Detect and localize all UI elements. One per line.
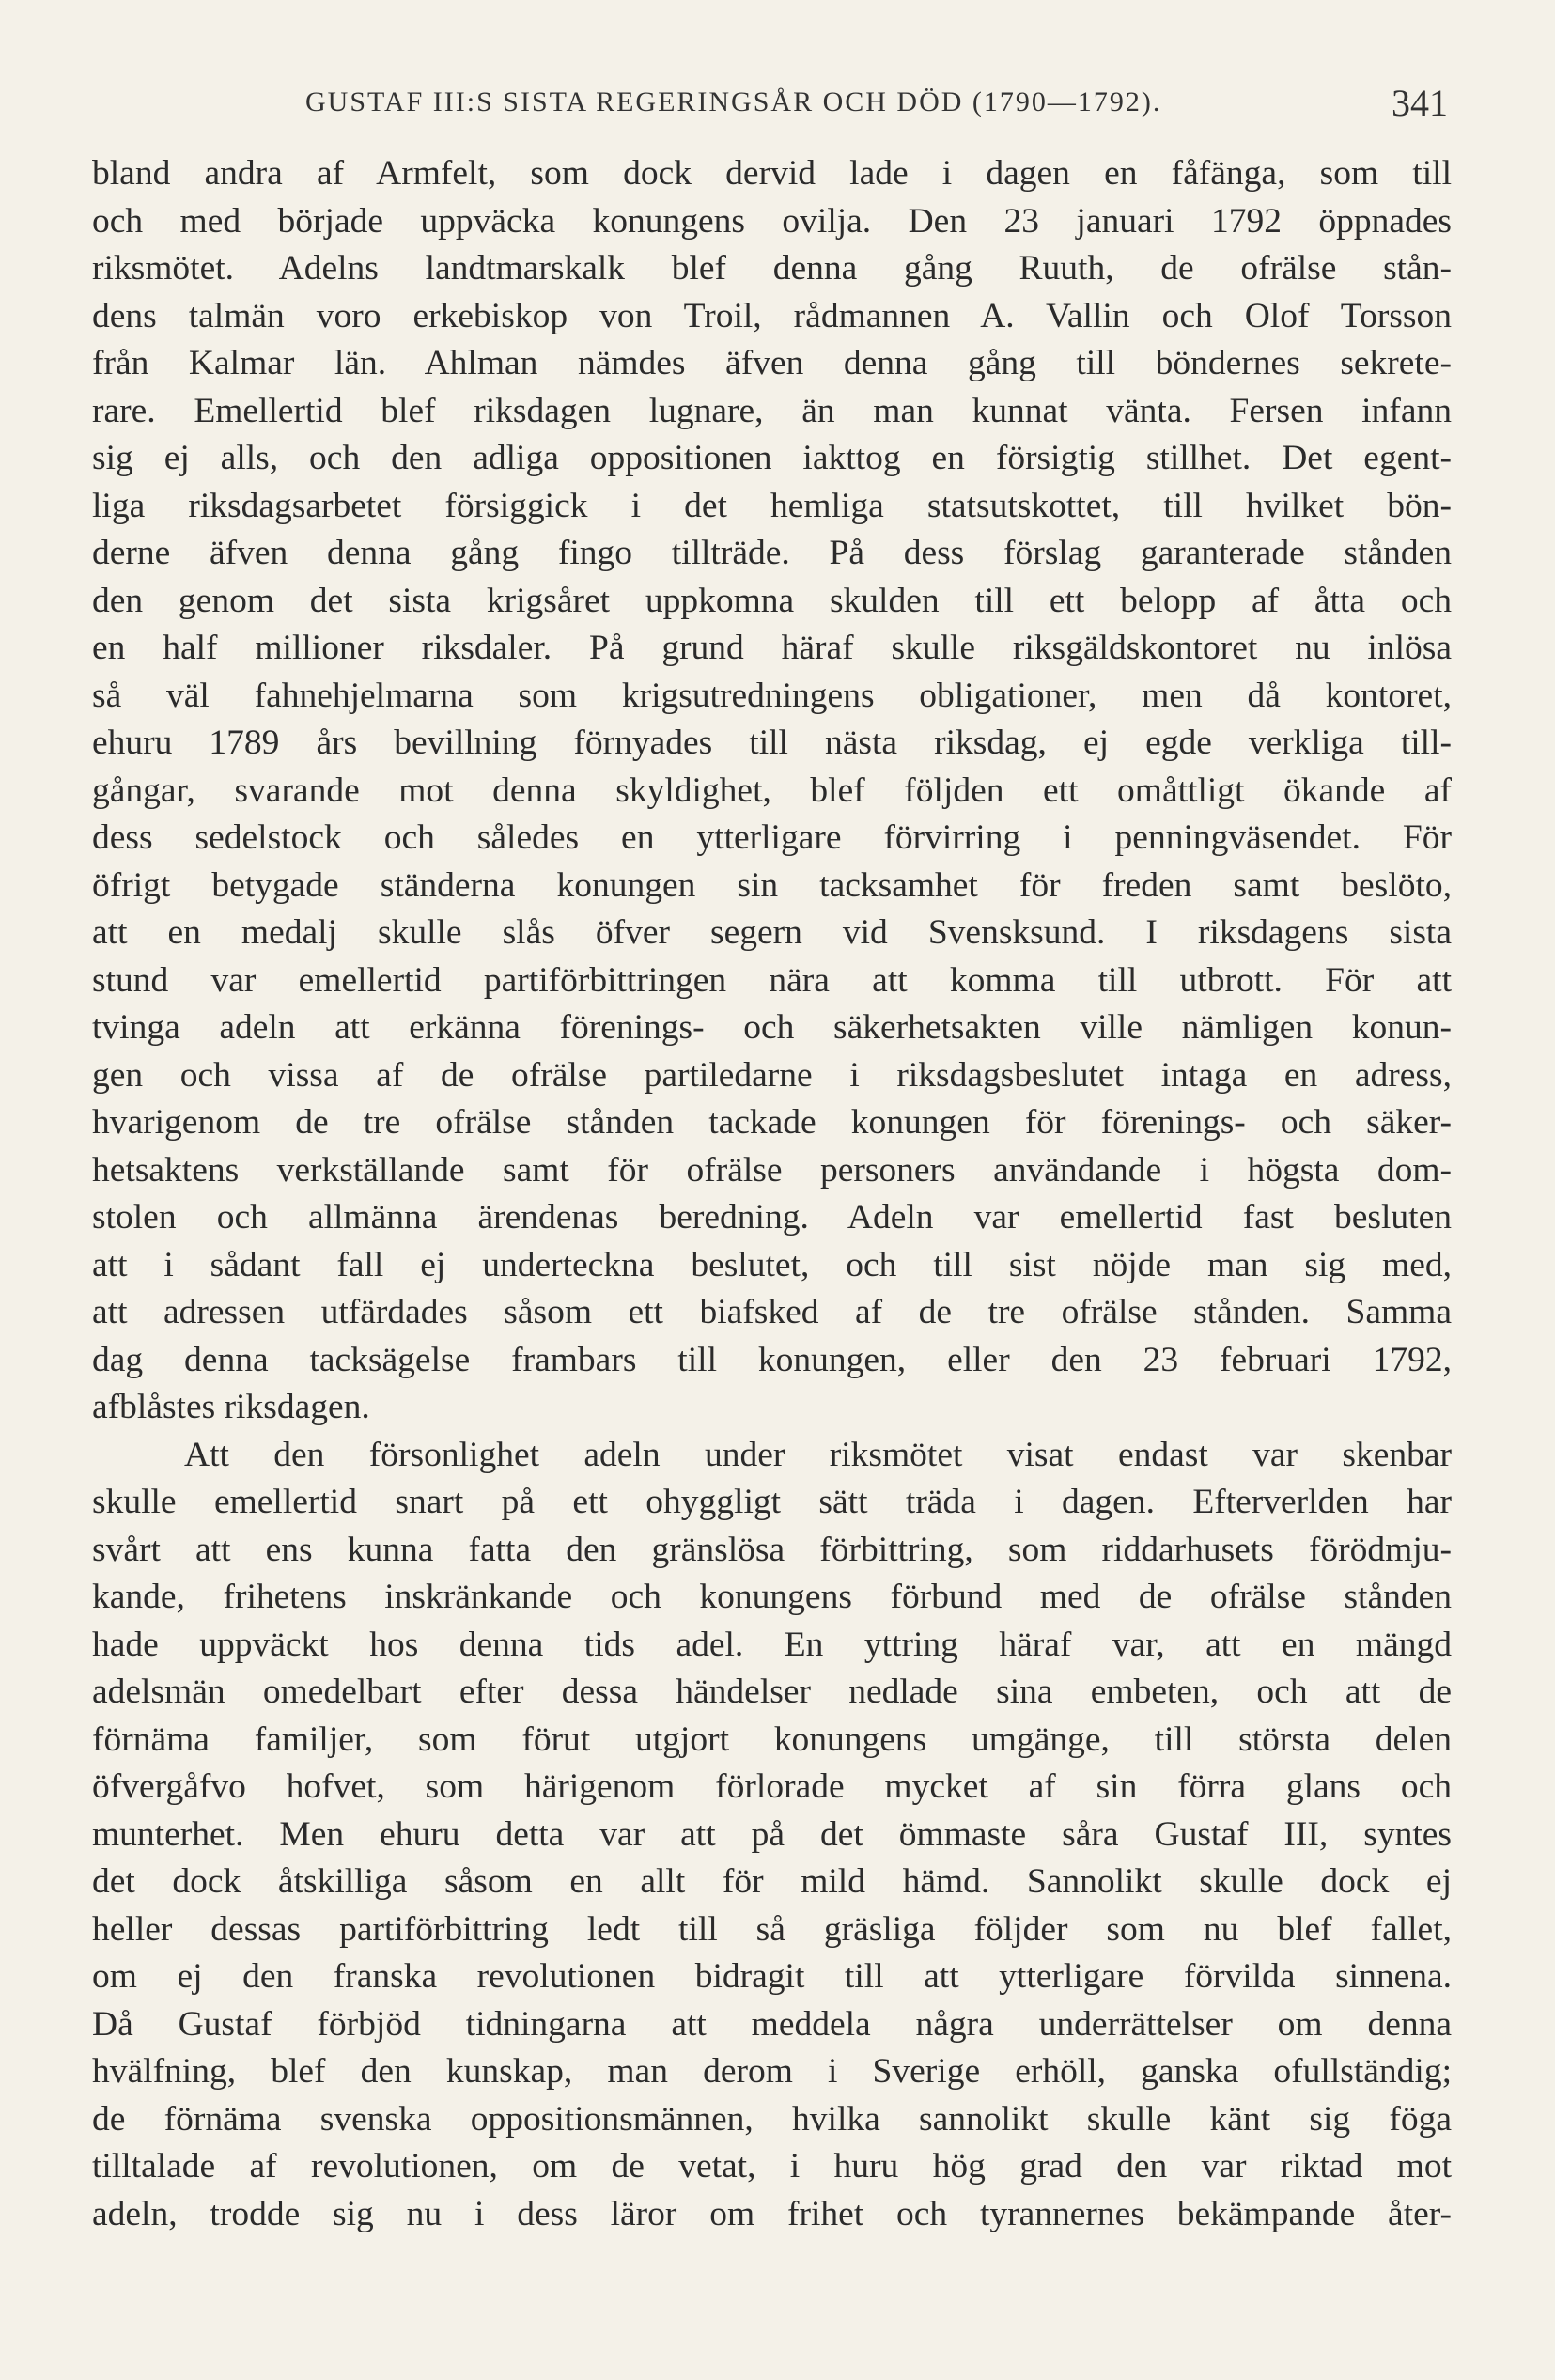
text-line: munterhet. Men ehuru detta var att på det ömmaste såra Gustaf III, syntes [92, 1814, 1452, 1854]
text-line: adelsmän omedelbart efter dessa händelser nedlade sina embeten, och att de [92, 1672, 1452, 1711]
text-line: kande, frihetens inskränkande och konungens förbund med de ofrälse stånden [92, 1578, 1452, 1616]
page-number: 341 [1392, 82, 1448, 124]
text-line: skulle emellertid snart på ett ohyggligt sätt träda i dagen. Efterverlden har [92, 1483, 1452, 1521]
text-line: att i sådant fall ej underteckna beslutet, och till sist nöjde man sig med, [92, 1245, 1452, 1284]
text-line: adeln, trodde sig nu i dess läror om frihet och tyrannernes bekämpande åter- [92, 2194, 1452, 2233]
text-line: hade uppväckt hos denna tids adel. En yttring häraf var, att en mängd [92, 1625, 1452, 1664]
text-line: gen och vissa af de ofrälse partiledarne i riksdagsbeslutet intaga en adress, [92, 1055, 1452, 1095]
text-line: hetsaktens verkställande samt för ofrälse personers användande i högsta dom- [92, 1150, 1452, 1190]
text-line: ehuru 1789 års bevillning förnyades till nästa riksdag, ej egde verkliga till- [92, 723, 1452, 762]
text-line: riksmötet. Adelns landtmarskalk blef denna gång Ruuth, de ofrälse stån- [92, 249, 1452, 288]
text-line: den genom det sista krigsåret uppkomna skulden till ett belopp af åtta och [92, 581, 1452, 620]
text-line: derne äfven denna gång fingo tillträde. På dess förslag garanterade stånden [92, 534, 1452, 572]
text-line: om ej den franska revolutionen bidragit till att ytterligare förvilda sinnena. [92, 1957, 1452, 1996]
text-line: det dock åtskilliga såsom en allt för mild hämd. Sannolikt skulle dock ej [92, 1862, 1452, 1901]
text-line: dens talmän voro erkebiskop von Troil, rådmannen A. Vallin och Olof Torsson [92, 296, 1452, 335]
text-line: och med började uppväcka konungens ovilja. Den 23 januari 1792 öppnades [92, 201, 1452, 241]
text-line: öfrigt betygade ständerna konungen sin tacksamhet för freden samt beslöto, [92, 865, 1452, 905]
paragraph-end-line: afblåstes riksdagen. [92, 1388, 370, 1426]
text-line: en half millioner riksdaler. På grund häraf skulle riksgäldskontoret nu inlösa [92, 629, 1452, 667]
text-line: liga riksdagsarbetet försiggick i det hemliga statsutskottet, till hvilket bön- [92, 486, 1452, 525]
paragraph-start-line: Att den försonlighet adeln under riksmötet visat endast var skenbar [184, 1435, 1452, 1474]
text-line: heller dessas partiförbittring ledt till så gräsliga följder som nu blef fallet, [92, 1909, 1452, 1949]
body-text [92, 150, 1452, 2238]
text-line: förnäma familjer, som förut utgjort konungens umgänge, till största delen [92, 1719, 1452, 1759]
text-line: stolen och allmänna ärendenas beredning. Adeln var emellertid fast besluten [92, 1198, 1452, 1237]
text-line: bland andra af Armfelt, som dock dervid lade i dagen en fåfänga, som till [92, 154, 1452, 193]
text-line: de förnäma svenska oppositionsmännen, hvilka sannolikt skulle känt sig föga [92, 2099, 1452, 2139]
text-line: gångar, svarande mot denna skyldighet, blef följden ett omåttligt ökande af [92, 770, 1452, 810]
running-header [94, 81, 1452, 133]
text-line: tvinga adeln att erkänna förenings- och säkerhetsakten ville nämligen konun- [92, 1008, 1452, 1047]
running-title: GUSTAF III:S SISTA REGERINGSÅR OCH DÖD (1790—1792). [305, 86, 1162, 117]
text-line: sig ej alls, och den adliga oppositionen iakttog en försigtig stillhet. Det egent- [92, 439, 1452, 477]
text-line: Då Gustaf förbjöd tidningarna att meddela några underrättelser om denna [92, 2004, 1452, 2044]
text-line: stund var emellertid partiförbittringen nära att komma till utbrott. För att [92, 960, 1452, 1000]
text-line: dess sedelstock och således en ytterligare förvirring i penningväsendet. För [92, 818, 1452, 857]
text-line: svårt att ens kunna fatta den gränslösa förbittring, som riddarhusets förödmju- [92, 1530, 1452, 1569]
text-line: rare. Emellertid blef riksdagen lugnare, än man kunnat vänta. Fersen infann [92, 391, 1452, 430]
text-line: så väl fahnehjelmarna som krigsutredningens obligationer, men då kontoret, [92, 676, 1452, 715]
text-line: att en medalj skulle slås öfver segern vid Svensksund. I riksdagens sista [92, 913, 1452, 952]
text-line: hvälfning, blef den kunskap, man derom i Sverige erhöll, ganska ofullständig; [92, 2052, 1452, 2091]
text-line: att adressen utfärdades såsom ett biafsked af de tre ofrälse stånden. Samma [92, 1293, 1452, 1331]
text-line: från Kalmar län. Ahlman nämdes äfven denna gång till böndernes sekrete- [92, 344, 1452, 382]
text-line: dag denna tacksägelse frambars till konungen, eller den 23 februari 1792, [92, 1340, 1452, 1379]
text-line: hvarigenom de tre ofrälse stånden tackade konungen för förenings- och säker- [92, 1103, 1452, 1142]
text-line: tilltalade af revolutionen, om de vetat, i huru hög grad den var riktad mot [92, 2147, 1452, 2186]
text-line: öfvergåfvo hofvet, som härigenom förlorade mycket af sin förra glans och [92, 1767, 1452, 1806]
